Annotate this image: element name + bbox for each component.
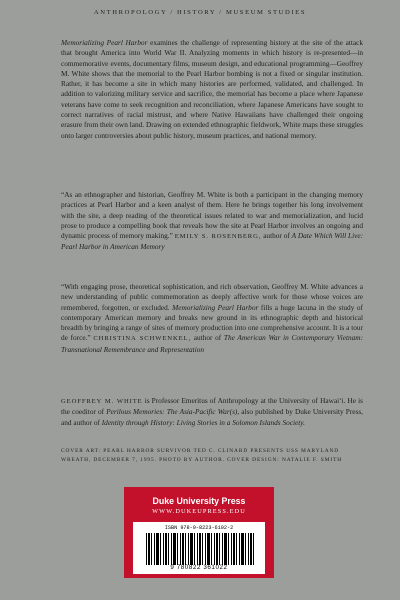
quote-text-part-b: fills a huge lacuna in the study of contemporary American memory and breaks new ground in its ethnographic depth and historical breadth by bringing a range of sites of memory production into one comprehensive account. It is a tour de force.” (61, 302, 363, 343)
description-text: examines the challenge of representing history at the site of the attack that brought America into World War II. Analyzing moments in which history is re-presented—in commemorative events, documentary films, museum design, and educational programming—Geoffrey M. White shows that the memorial to the Pearl Harbor bombing is not a fixed or singular institution. Rather, it has become a site in which many histories are performed, validated, and challenged. In addition to valorizing military service and sacrifice, the memorial has become a place where Japanese veterans have come to seek recognition and reconciliation, where Japanese Americans have sought to correct narratives of racial mistrust, and where Native Hawaiians have challenged their ongoing erasure from their own land. Drawing on extended ethnographic fieldwork, White maps these struggles onto larger controversies about public history, museum practices, and national memory. (61, 38, 363, 140)
publisher-url: WWW.DUKEUPRESS.EDU (152, 508, 246, 515)
book-title: Memorializing Pearl Harbor (61, 38, 148, 47)
book-description (61, 38, 363, 141)
endorsement-schwenkel (61, 282, 363, 355)
publisher-name: Duke University Press (152, 496, 246, 506)
quote-text: “As an ethnographer and historian, Geoffrey M. White is both a participant in the changing memory practices at Pearl Harbor and a keen analyst of them. Here he brings together his long involvement with the site, a deep reading of the theoretical issues related to war and memorialization, and lucid prose to produce a compelling book that reveals how the site at Pearl Harbor involves an ongoing and dynamic process of memory making.” (61, 190, 363, 241)
subject-categories: ANTHROPOLOGY / HISTORY / MUSEUM STUDIES (93, 9, 307, 16)
quote-work: The American War in Contemporary Vietnam: Transnational Remembrance and Representation (61, 333, 363, 354)
quote-book-title: Memorializing Pearl Harbor (172, 302, 259, 312)
quote-text-part-a: “With engaging prose, theoretical sophistication, and rich observation, Geoffrey M. White advances a new understanding of public commemoration as deeply affective work for those whose voices are remembered, forgotten, or excluded. (61, 282, 363, 312)
quote-author: CHRISTINA SCHWENKEL, (93, 335, 192, 343)
quote-affiliation: author of (263, 231, 290, 241)
bio-text-a: is Professor Emeritus of Anthropology at the University of Hawai‘i. He is the coeditor of (61, 396, 363, 417)
barcode-icon (146, 533, 254, 565)
publisher-block (124, 487, 274, 578)
quote-affiliation: author of (193, 333, 222, 343)
author-bio (61, 396, 363, 428)
barcode-number: 9 780822 361022 (170, 564, 228, 571)
author-name: GEOFFREY M. WHITE (61, 398, 143, 405)
barcode-label (133, 522, 265, 574)
bio-text-b: also published by Duke University Press, and author of (61, 407, 363, 427)
bio-book-1: Perilous Memories: The Asia-Pacific War(s), (106, 407, 240, 417)
cover-credits: COVER ART: PEARL HARBOR SURVIVOR TED C. CLINARD PRESENTS USS MARYLAND WREATH, DECEMBER 7, 1995. PHOTO BY AUTHOR. COVER DESIGN: NATALIE F. SMITH (61, 448, 343, 463)
endorsement-rosenberg (61, 190, 363, 253)
quote-work: A Date Which Will Live: Pearl Harbor in American Memory (61, 231, 364, 252)
isbn-text: ISBN 978-0-8223-6102-2 (164, 525, 234, 531)
bio-book-2: Identity through History: Living Stories in a Solomon Islands Society. (101, 417, 305, 427)
quote-author: EMILY S. ROSENBERG, (174, 233, 262, 241)
